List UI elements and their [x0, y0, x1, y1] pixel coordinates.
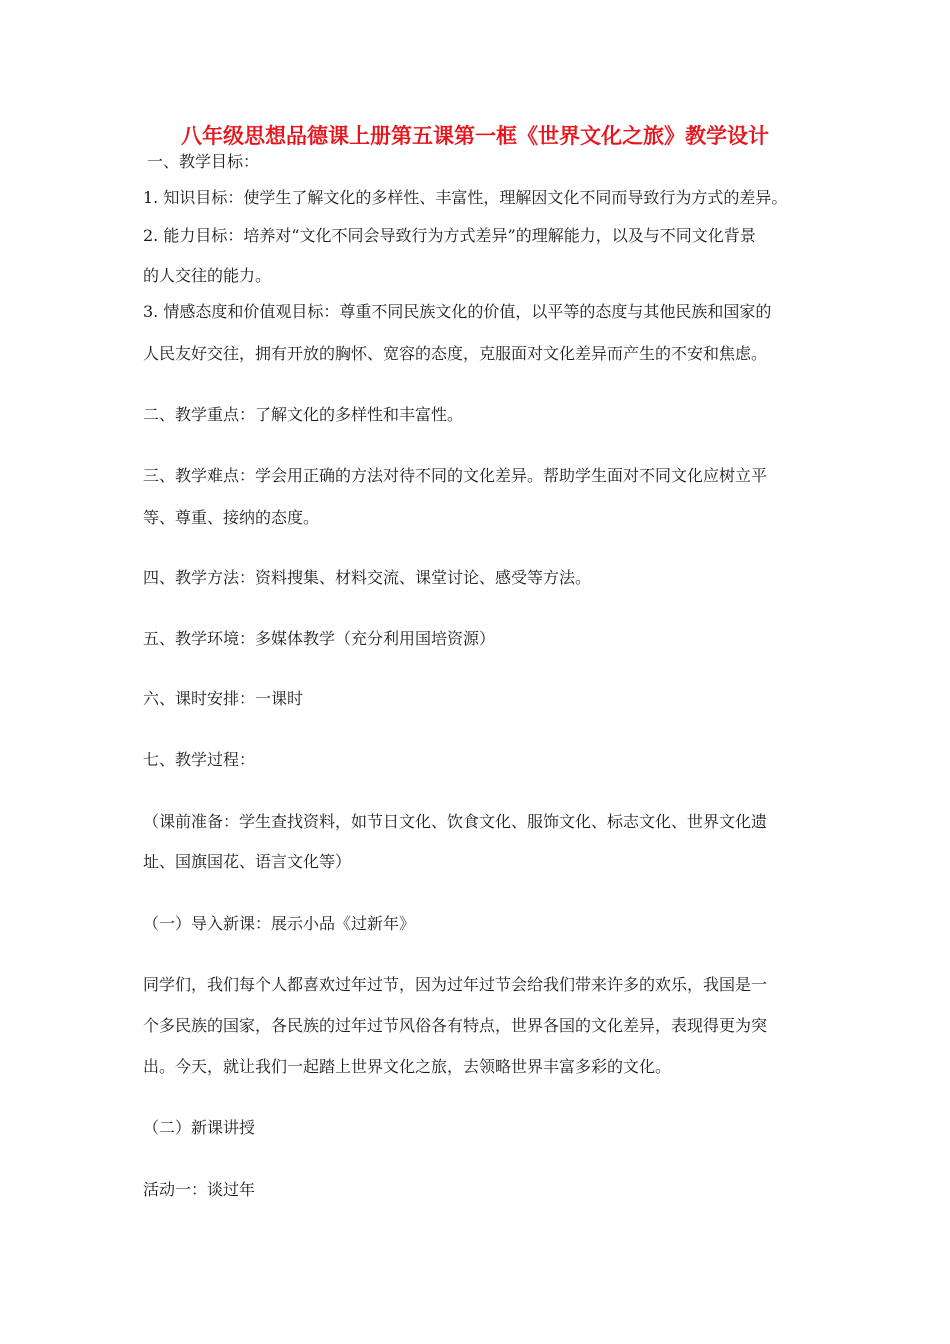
section-heading-methods: 四、教学方法：资料搜集、材料交流、课堂讨论、感受等方法。: [143, 568, 592, 587]
section-heading-difficulties: 三、教学难点：学会用正确的方法对待不同的文化差异。帮助学生面对不同文化应树立平: [143, 466, 768, 485]
section-heading-process: 七、教学过程：: [143, 750, 256, 769]
paragraph-line: 1. 知识目标：使学生了解文化的多样性、丰富性，理解因文化不同而导致行为方式的差异。: [143, 188, 788, 207]
paragraph-line: 3. 情感态度和价值观目标：尊重不同民族文化的价值，以平等的态度与其他民族和国家的: [143, 302, 772, 321]
document-title: 八年级思想品德课上册第五课第一框《世界文化之旅》教学设计: [181, 123, 769, 148]
paragraph-line: 同学们，我们每个人都喜欢过年过节，因为过年过节会给我们带来许多的欢乐，我国是一: [143, 975, 768, 994]
subsection-heading-new-lesson: （二）新课讲授: [143, 1118, 256, 1137]
activity-heading: 活动一：谈过年: [143, 1180, 256, 1199]
section-heading-key-points: 二、教学重点：了解文化的多样性和丰富性。: [143, 405, 464, 424]
paragraph-line: 的人交往的能力。: [143, 266, 272, 285]
paragraph-line: 出。今天，就让我们一起踏上世界文化之旅，去领略世界丰富多彩的文化。: [143, 1057, 672, 1076]
paragraph-line: 个多民族的国家，各民族的过年过节风俗各有特点，世界各国的文化差异，表现得更为突: [143, 1016, 768, 1035]
paragraph-line: 2. 能力目标：培养对“文化不同会导致行为方式差异”的理解能力，以及与不同文化背景: [143, 226, 756, 245]
section-heading-environment: 五、教学环境：多媒体教学（充分利用国培资源）: [143, 629, 496, 648]
paragraph-line: 人民友好交往，拥有开放的胸怀、宽容的态度，克服面对文化差异而产生的不安和焦虑。: [143, 344, 768, 363]
paragraph-line: 址、国旗国花、语言文化等）: [143, 852, 352, 871]
section-heading-schedule: 六、课时安排：一课时: [143, 689, 304, 708]
subsection-heading-intro: （一）导入新课：展示小品《过新年》: [143, 914, 416, 933]
section-heading-objectives: 一、教学目标：: [147, 152, 260, 171]
paragraph-line: （课前准备：学生查找资料，如节日文化、饮食文化、服饰文化、标志文化、世界文化遗: [143, 812, 768, 831]
paragraph-line: 等、尊重、接纳的态度。: [143, 508, 320, 527]
